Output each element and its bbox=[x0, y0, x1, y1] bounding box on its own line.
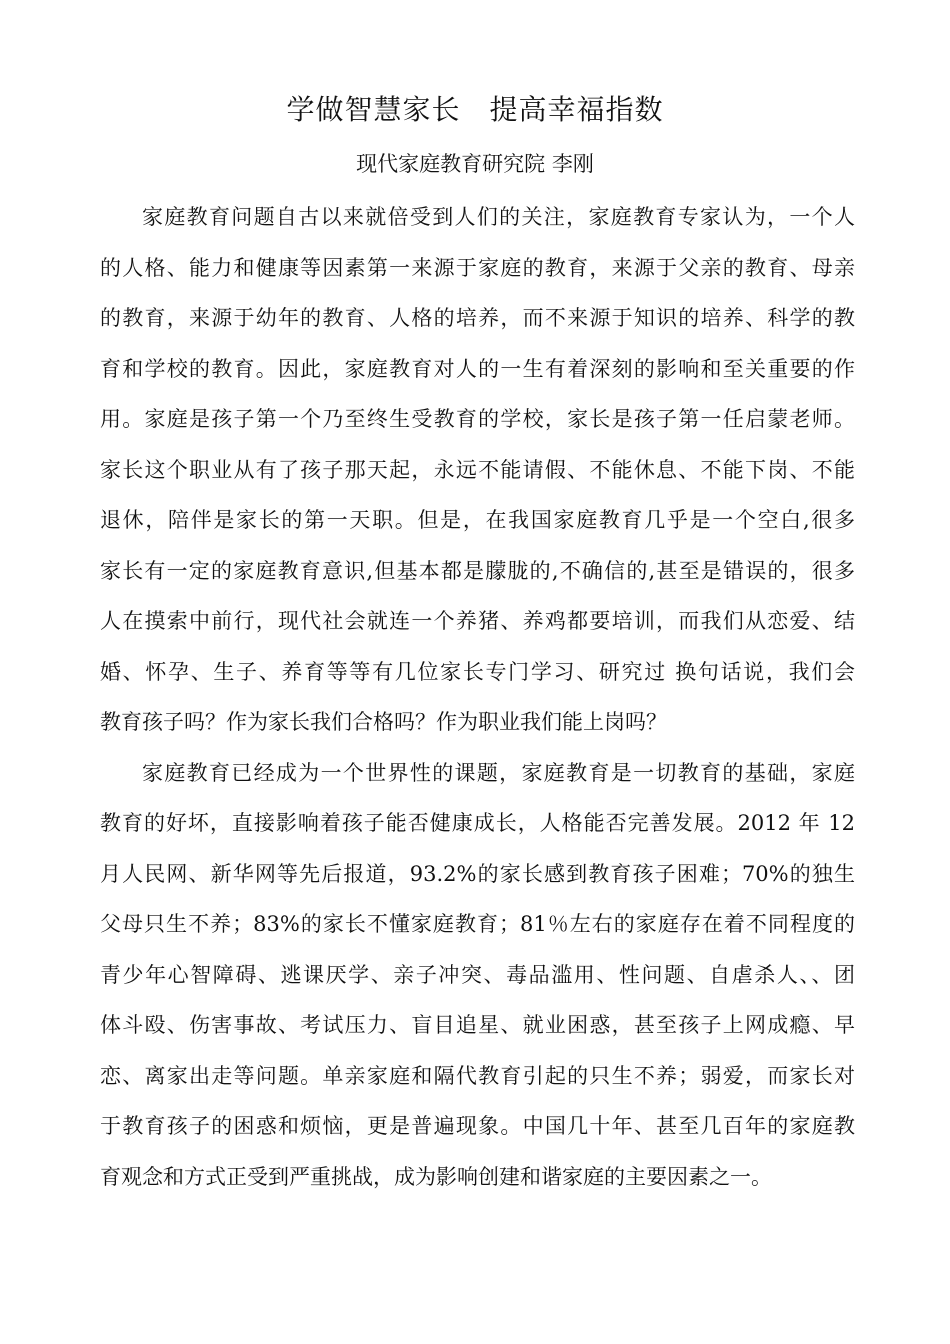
text-line: 青少年心智障碍、逃课厌学、亲子冲突、毒品滥用、性问题、自虐杀人、、团 bbox=[100, 962, 855, 987]
document-body bbox=[100, 192, 855, 1202]
text-line: 人在摸索中前行，现代社会就连一个养猪、养鸡都要培训，而我们从恋爱、结 bbox=[100, 609, 855, 633]
text-line: 用。家庭是孩子第一个乃至终生受教育的学校，家长是孩子第一任启蒙老师。 bbox=[100, 407, 855, 431]
text-line: 父母只生不养；83%的家长不懂家庭教育；81％左右的家庭存在着不同程度的 bbox=[100, 912, 855, 936]
text-line: 教育的好坏，直接影响着孩子能否健康成长，人格能否完善发展。2012 年 12 bbox=[100, 811, 855, 835]
text-line: 家庭教育问题自古以来就倍受到人们的关注，家庭教育专家认为，一个人 bbox=[142, 205, 855, 229]
text-line: 月人民网、新华网等先后报道，93.2%的家长感到教育孩子困难；70%的独生 bbox=[100, 861, 855, 886]
text-line: 婚、怀孕、生子、养育等等有几位家长专门学习、研究过 换句话说，我们会 bbox=[100, 659, 855, 684]
text-line: 教育孩子吗？作为家长我们合格吗？作为职业我们能上岗吗？ bbox=[100, 710, 667, 734]
text-line: 退休，陪伴是家长的第一天职。但是，在我国家庭教育几乎是一个空白,很多 bbox=[100, 508, 855, 532]
paragraph-2 bbox=[100, 748, 855, 1203]
text-line: 育观念和方式正受到严重挑战，成为影响创建和谐家庭的主要因素之一。 bbox=[100, 1164, 772, 1189]
text-line: 恋、离家出走等问题。单亲家庭和隔代教育引起的只生不养；弱爱，而家长对 bbox=[100, 1063, 855, 1088]
text-line: 的教育，来源于幼年的教育、人格的培养，而不来源于知识的培养、科学的教 bbox=[100, 306, 855, 330]
paragraph-1 bbox=[100, 192, 855, 748]
text-line: 家长有一定的家庭教育意识,但基本都是朦胧的,不确信的,甚至是错误的，很多 bbox=[100, 558, 855, 583]
text-line: 家长这个职业从有了孩子那天起，永远不能请假、不能休息、不能下岗、不能 bbox=[100, 457, 855, 482]
document-author: 现代家庭教育研究院 李刚 bbox=[356, 152, 594, 176]
document-title: 学做智慧家长 提高幸福指数 bbox=[286, 93, 664, 126]
text-line: 家庭教育已经成为一个世界性的课题，家庭教育是一切教育的基础，家庭 bbox=[142, 760, 855, 785]
text-line: 体斗殴、伤害事故、考试压力、盲目追星、就业困惑，甚至孩子上网成瘾、早 bbox=[100, 1013, 855, 1037]
text-line: 育和学校的教育。因此，家庭教育对人的一生有着深刻的影响和至关重要的作 bbox=[100, 356, 855, 381]
text-line: 的人格、能力和健康等因素第一来源于家庭的教育，来源于父亲的教育、母亲 bbox=[100, 255, 855, 280]
text-line: 于教育孩子的困惑和烦恼，更是普遍现象。中国几十年、甚至几百年的家庭教 bbox=[100, 1114, 855, 1138]
